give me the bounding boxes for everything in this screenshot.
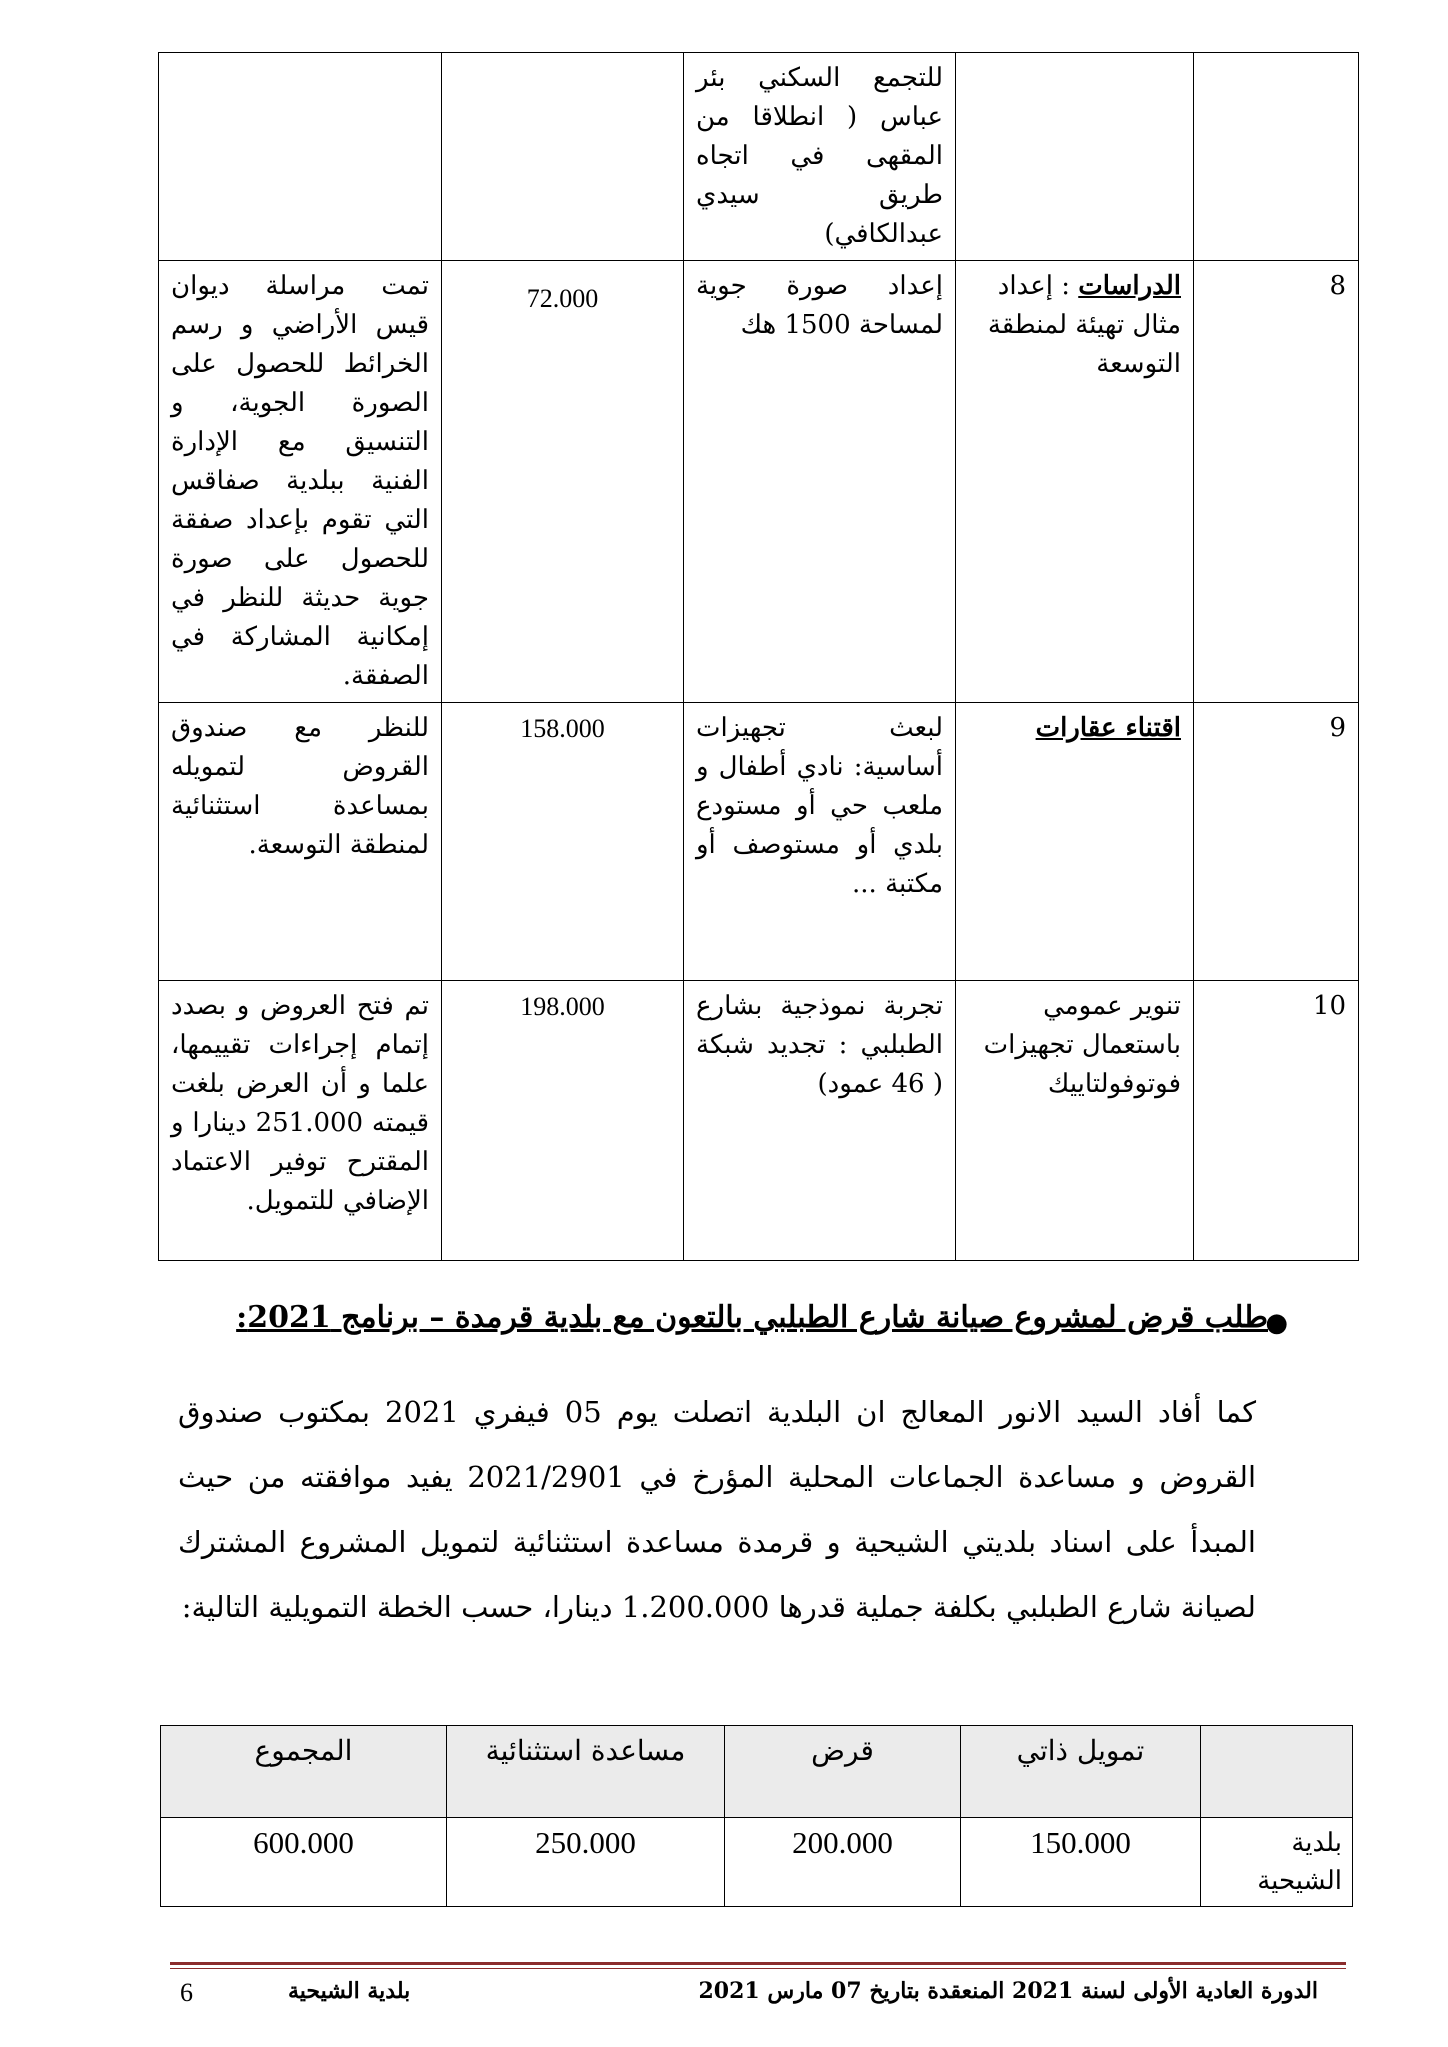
justification-cell: تجربة نموذجية بشارع الطبلبي : تجديد شبكة ( 46 عمود) [684,981,956,1261]
cost-cell: 158.000 [442,703,684,981]
footer-session: الدورة العادية الأولى لسنة 2021 المنعقدة بتاريخ 07 مارس 2021 [698,1978,1318,2004]
table-row [161,1818,1353,1907]
table-row [159,981,1359,1261]
financing-table [160,1725,1353,1907]
num-cell [1194,53,1359,261]
body-paragraph: كما أفاد السيد الانور المعالج ان البلدية اتصلت يوم 05 فيفري 2021 بمكتوب صندوق القروض و مساعدة الجماعات المحلية المؤرخ في 2021/2901 يفيد موافقته من حيث المبدأ على اسناد بلديتي الشيحية و قرمدة مساعدة استثنائية لتمويل المشروع المشترك لصيانة شارع الطبلبي بكلفة جملية قدرها 1.200.000 دينارا، حسب الخطة التمويلية التالية: [178,1395,1256,1624]
cost-cell: 72.000 [442,261,684,703]
num-cell: 10 [1194,981,1359,1261]
header-cell: المجموع [161,1726,447,1818]
table-row [159,53,1359,261]
observation-cell: تم فتح العروض و بصدد إتمام إجراءات تقييمها، علما و أن العرض بلغت قيمته 251.000 دينارا و المقترح توفير الاعتماد الإضافي للتمويل. [159,981,442,1261]
table-cell: 150.000 [961,1818,1201,1907]
justification-cell: إعداد صورة جوية لمساحة 1500 هك [684,261,956,703]
table-row [159,703,1359,981]
cost-cell [442,53,684,261]
header-cell [1201,1726,1353,1818]
category-cell [956,53,1194,261]
num-cell: 9 [1194,703,1359,981]
observation-cell: للنظر مع صندوق القروض لتمويله بمساعدة استثنائية لمنطقة التوسعة. [159,703,442,981]
page-number: 6 [180,1978,193,2007]
table-cell: 250.000 [447,1818,725,1907]
header-cell: تمويل ذاتي [961,1726,1201,1818]
bullet-icon: ● [1265,1308,1288,1338]
table-cell: 200.000 [725,1818,961,1907]
section-heading: طلب قرض لمشروع صيانة شارع الطبلبي بالتعون مع بلدية قرمدة – برنامج 2021: [236,1300,1268,1335]
table-row [159,261,1359,703]
observation-cell [159,53,442,261]
justification-cell: لبعث تجهيزات أساسية: نادي أطفال و ملعب حي أو مستودع بلدي أو مستوصف أو مكتبة ... [684,703,956,981]
header-cell: قرض [725,1726,961,1818]
table-header-row [161,1726,1353,1818]
category-bold: الدراسات [1078,271,1181,301]
category-cell [956,261,1194,703]
category-rest: : إعداد مثال تهيئة لمنطقة التوسعة [987,271,1181,379]
header-cell: مساعدة استثنائية [447,1726,725,1818]
footer-municipality: بلدية الشيحية [288,1978,411,2004]
table-cell: 600.000 [161,1818,447,1907]
projects-table [158,52,1359,1261]
row-label: بلدية الشيحية [1201,1818,1353,1907]
observation-cell: تمت مراسلة ديوان قيس الأراضي و رسم الخرائط للحصول على الصورة الجوية، و التنسيق مع الإدارة الفنية ببلدية صفاقس التي تقوم بإعداد صفقة للحصول على صورة جوية حديثة للنظر في إمكانية المشاركة في الصفقة. [159,261,442,703]
footer-rule [170,1962,1346,1965]
num-cell: 8 [1194,261,1359,703]
justification-cell: للتجمع السكني بئر عباس ( انطلاقا من المقهى في اتجاه طريق سيدي عبدالكافي) [684,53,956,261]
footer-rule-thin [170,1968,1346,1969]
category-cell: تنوير عمومي باستعمال تجهيزات فوتوفولتاييك [956,981,1194,1261]
cost-cell: 198.000 [442,981,684,1261]
category-bold: اقتناء عقارات [1035,713,1181,743]
category-cell [956,703,1194,981]
